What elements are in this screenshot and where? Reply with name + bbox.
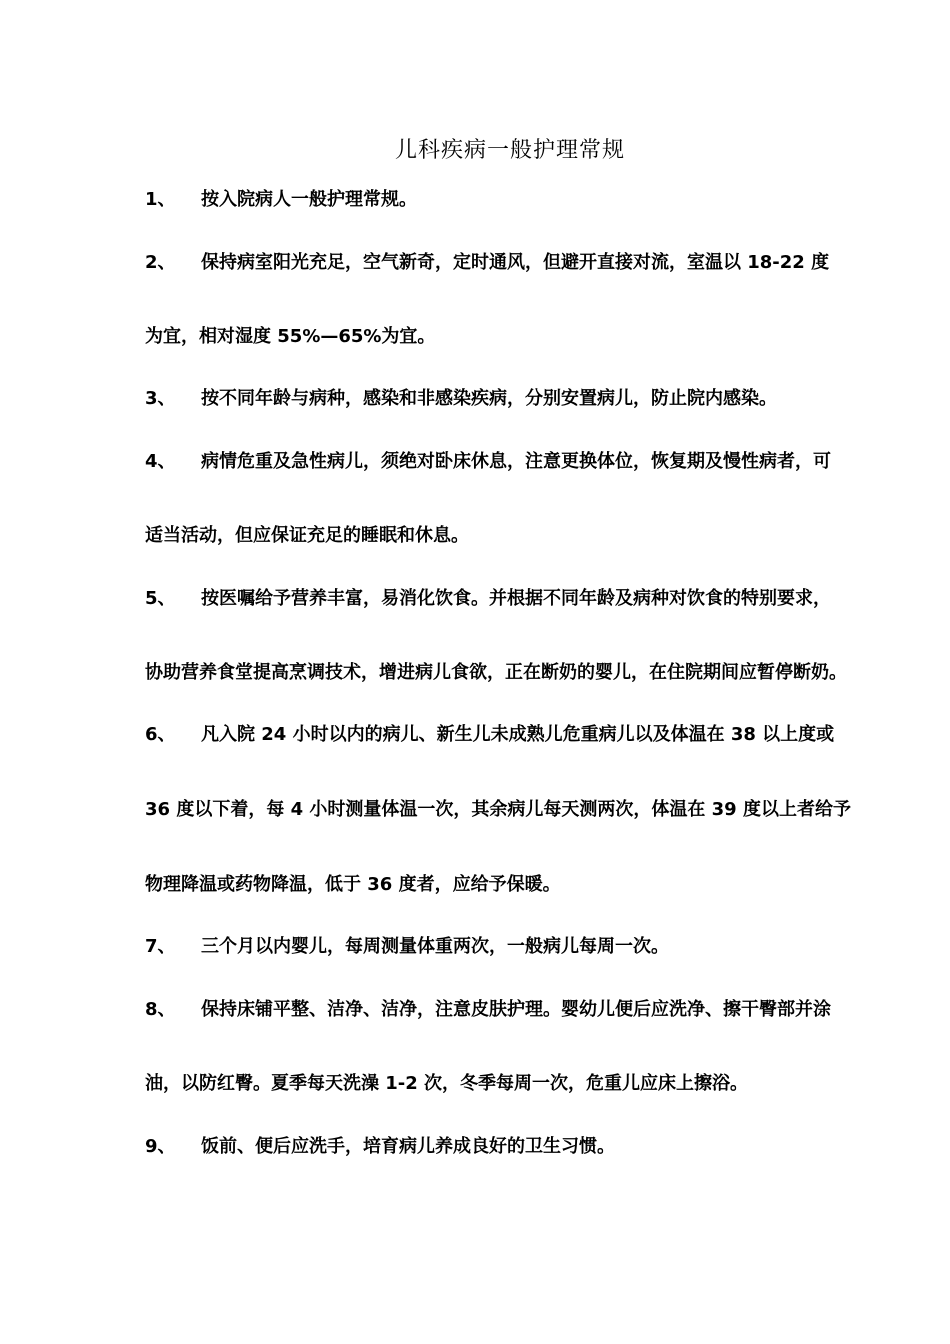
item-text: 为宜，相对湿度 55%—65%为宜。	[145, 326, 436, 347]
item-text: 保持床铺平整、洁净、洁净，注意皮肤护理。婴幼儿便后应洗净、擦干臀部并涂	[201, 999, 831, 1020]
item-9-line-1	[145, 1135, 615, 1159]
item-text: 按入院病人一般护理常规。	[201, 189, 417, 210]
item-5-line-2	[145, 661, 847, 685]
item-6-line-2	[145, 798, 851, 822]
item-6-line-1	[145, 723, 834, 747]
item-number: 1、	[145, 189, 176, 210]
item-number: 5、	[145, 588, 176, 609]
item-8-line-1	[145, 998, 831, 1022]
item-text: 油，以防红臀。夏季每天洗澡 1-2 次，冬季每周一次，危重儿应床上擦浴。	[145, 1073, 749, 1094]
document-title: 儿科疾病一般护理常规	[394, 138, 625, 163]
item-text: 适当活动，但应保证充足的睡眠和休息。	[145, 525, 469, 546]
item-2-line-2	[145, 325, 435, 349]
item-text: 凡入院 24 小时以内的病儿、新生儿未成熟儿危重病儿以及体温在 38 以上度或	[201, 724, 835, 745]
item-5-line-1	[145, 587, 831, 611]
item-7-line-1	[145, 935, 669, 959]
item-4-line-1	[145, 450, 831, 474]
item-text: 36 度以下着，每 4 小时测量体温一次，其余病儿每天测两次，体温在 39 度以上者给予	[145, 799, 851, 820]
item-number: 2、	[145, 252, 176, 273]
item-number: 6、	[145, 724, 176, 745]
item-text: 病情危重及急性病儿，须绝对卧床休息，注意更换体位，恢复期及慢性病者，可	[201, 451, 831, 472]
item-3-line-1	[145, 387, 777, 411]
item-text: 物理降温或药物降温，低于 36 度者，应给予保暖。	[145, 874, 561, 895]
item-number: 4、	[145, 451, 176, 472]
item-number: 3、	[145, 388, 176, 409]
item-text: 保持病室阳光充足，空气新奇，定时通风，但避开直接对流，室温以 18-22 度	[201, 252, 830, 273]
item-text: 三个月以内婴儿，每周测量体重两次，一般病儿每周一次。	[201, 936, 669, 957]
item-2-line-1	[145, 251, 829, 275]
item-text: 按医嘱给予营养丰富，易消化饮食。并根据不同年龄及病种对饮食的特别要求，	[201, 588, 831, 609]
item-text: 按不同年龄与病种，感染和非感染疾病，分别安置病儿，防止院内感染。	[201, 388, 777, 409]
item-text: 饭前、便后应洗手，培育病儿养成良好的卫生习惯。	[201, 1136, 615, 1157]
item-number: 9、	[145, 1136, 176, 1157]
item-1-line-1	[145, 188, 417, 212]
item-text: 协助营养食堂提高烹调技术，增进病儿食欲，正在断奶的婴儿，在住院期间应暂停断奶。	[145, 662, 847, 683]
item-8-line-2	[145, 1072, 748, 1096]
item-number: 8、	[145, 999, 176, 1020]
item-number: 7、	[145, 936, 176, 957]
item-6-line-3	[145, 873, 561, 897]
item-4-line-2	[145, 524, 469, 548]
